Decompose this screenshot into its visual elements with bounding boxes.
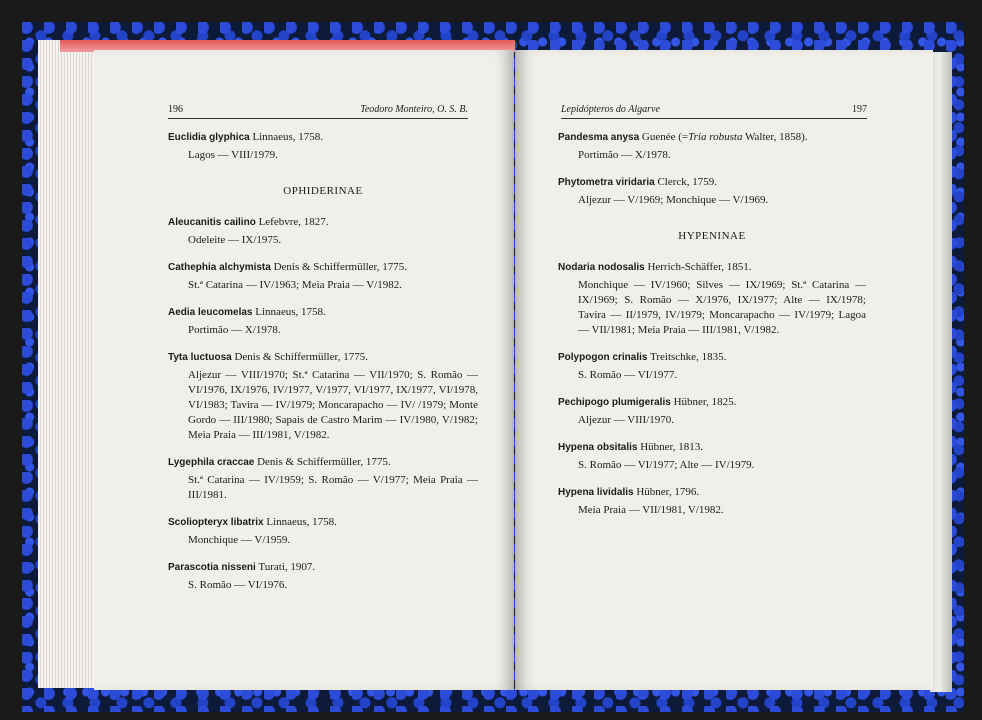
species-records: Monchique — V/1959. [188, 534, 291, 546]
species-records: S. Romão — VI/1977; Alte — IV/1979. [578, 459, 755, 471]
left-page [94, 50, 514, 690]
species-entry [558, 130, 866, 163]
species-entry [168, 455, 478, 503]
species-records: Meia Praia — VII/1981, V/1982. [578, 504, 724, 516]
species-author: Linnaeus, 1758. [255, 306, 326, 318]
species-records: St.ª Catarina — IV/1963; Meia Praia — V/1982. [188, 279, 402, 291]
species-name: Cathephia alchymista [168, 262, 271, 273]
species-records: Lagos — VIII/1979. [188, 149, 278, 161]
species-entry [558, 175, 866, 208]
species-records: Aljezur — VIII/1970. [578, 414, 675, 426]
species-name: Nodaria nodosalis [558, 262, 645, 273]
species-name: Polypogon crinalis [558, 352, 648, 363]
right-page [515, 50, 933, 690]
species-entry [558, 350, 866, 383]
species-name: Tyta luctuosa [168, 352, 232, 363]
species-author: Hübner, 1796. [636, 486, 700, 498]
right-running-head [561, 104, 867, 119]
species-records: St.ª Catarina — IV/1959; S. Romão — V/1977; Meia Praia — III/1981. [188, 474, 478, 501]
species-name: Pechipogo plumigeralis [558, 397, 671, 408]
species-name: Aleucanitis cailino [168, 217, 256, 228]
species-entry [168, 560, 478, 593]
right-page-number: 197 [852, 104, 867, 115]
species-records: Portimão — X/1978. [578, 149, 671, 161]
species-entry [558, 395, 866, 428]
species-name: Aedia leucomelas [168, 307, 253, 318]
species-records: Aljezur — VIII/1970; St.ª Catarina — VII/1970; S. Romão — VI/1976, IX/1976, IV/1977, V/1977, VI/1977, IX/1977, VI/1978, VI/1983; Tavira — IV/1979; Moncarapacho — IV/ /1979; Monte Gordo — III/1980; Sapais de Castro Marim — IV/1980, V/1982; Meia Praia — III/1981, V/1982. [188, 369, 478, 441]
species-records: S. Romão — VI/1977. [578, 369, 678, 381]
species-author: Turati, 1907. [258, 561, 316, 573]
subfamily-heading: HYPENINAE [678, 230, 746, 242]
synonym-name: Tria robusta [688, 131, 743, 143]
left-page-number: 196 [168, 104, 183, 115]
species-name: Scoliopteryx libatrix [168, 517, 264, 528]
species-records: S. Romão — VI/1976. [188, 579, 288, 591]
page-stack-right [930, 52, 952, 692]
species-author: Hübner, 1825. [673, 396, 737, 408]
species-name: Phytometra viridaria [558, 177, 655, 188]
left-page-content [168, 130, 478, 605]
left-running-title: Teodoro Monteiro, O. S. B. [360, 104, 468, 115]
species-name: Parascotia nisseni [168, 562, 256, 573]
species-author-tail: Walter, 1858). [742, 131, 808, 143]
species-records: Monchique — IV/1960; Silves — IX/1969; St.ª Catarina — IX/1969; S. Romão — X/1976, IX/1977; Alte — IX/1978; Tavira — II/1979, IV/1979; Moncarapacho — IV/1979; Lagoa — VII/1981; Meia Praia — III/1981, V/1982. [578, 279, 866, 336]
species-author: Linnaeus, 1758. [266, 516, 337, 528]
species-records: Odeleite — IX/1975. [188, 234, 282, 246]
species-name: Pandesma anysa [558, 132, 640, 143]
species-entry [168, 515, 478, 548]
species-author: Clerck, 1759. [657, 176, 718, 188]
species-entry [168, 305, 478, 338]
species-author: Hübner, 1813. [640, 441, 704, 453]
species-author: Treitschke, 1835. [650, 351, 727, 363]
species-author: Herrich-Schäffer, 1851. [647, 261, 752, 273]
species-author: Denis & Schiffermüller, 1775. [234, 351, 368, 363]
species-records: Aljezur — V/1969; Monchique — V/1969. [578, 194, 769, 206]
species-author: Denis & Schiffermüller, 1775. [273, 261, 408, 273]
species-author: Guenée (= [641, 131, 689, 143]
species-entry [558, 485, 866, 518]
page-stack-left [38, 40, 96, 688]
species-records: Portimão — X/1978. [188, 324, 281, 336]
species-entry [558, 440, 866, 473]
species-name: Hypena lividalis [558, 487, 634, 498]
species-entry [168, 260, 478, 293]
species-author: Linnaeus, 1758. [252, 131, 324, 143]
species-author: Lefebvre, 1827. [258, 216, 329, 228]
right-page-content [558, 130, 866, 530]
subfamily-heading: OPHIDERINAE [283, 185, 363, 197]
species-name: Hypena obsitalis [558, 442, 638, 453]
species-name: Lygephila craccae [168, 457, 255, 468]
species-author: Denis & Schiffermüller, 1775. [257, 456, 391, 468]
species-entry [558, 260, 866, 338]
right-running-title: Lepidópteros do Algarve [561, 104, 660, 115]
species-name: Euclidia glyphica [168, 132, 250, 143]
species-entry [168, 130, 478, 163]
species-entry [168, 215, 478, 248]
species-entry [168, 350, 478, 443]
left-running-head [168, 104, 468, 119]
